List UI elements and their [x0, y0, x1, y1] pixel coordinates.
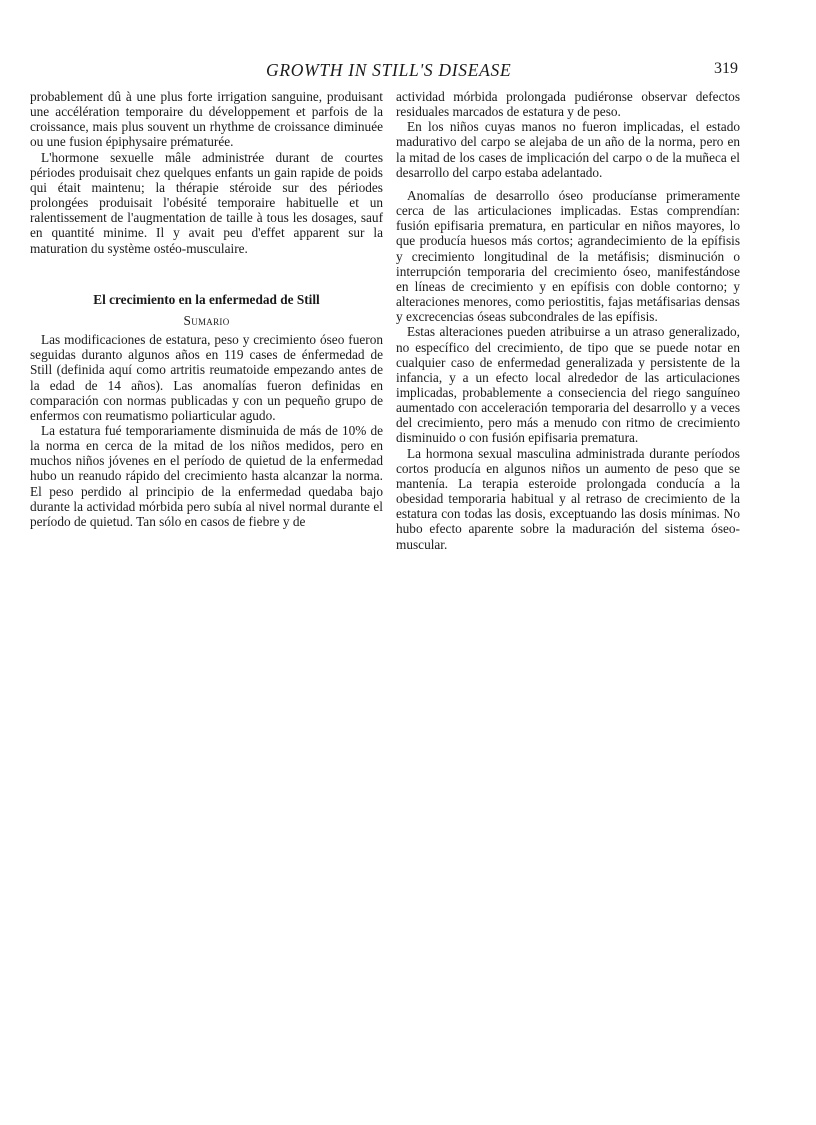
spanish-paragraph: En los niños cuyas manos no fueron implicadas, el estado madurativo del carpo se alejaba de un año de la norma, pero en la mitad de los cases de implicación del carpo o de la muñeca el desarrollo del carpo estaba adelantado. — [396, 119, 740, 180]
spanish-paragraph: La hormona sexual masculina administrada durante períodos cortos producía en algunos niños un aumento de peso que se mantenía. La terapia esteroide prolongada conducía a la obesidad temporaria habitual y al retraso de crecimiento de la estatura con todas las dosis, exceptuando las dosis mínimas. No hubo efecto aparente sobre la maduración del sistema óseo-muscular. — [396, 445, 740, 552]
running-header-title: GROWTH IN STILL'S DISEASE — [266, 60, 512, 80]
spanish-paragraph: Anomalías de desarrollo óseo producíanse primeramente cerca de las articulaciones implicadas. Estas comprendían: fusión epifisaria prematura, en particular en niños mayores, lo que producía huesos más cortos; agrandecimiento de la epífisis y crecimiento longitudinal de la metáfisis; disminución o interrupción temporaria del crecimiento óseo, manifestándose en líneas de crecimiento y en epífisis con doble contorno; y alteraciones menores, como periostitis, fajas metáfisarias densas y excrecencias óseas subcondrales de las epífisis. — [396, 187, 740, 325]
section-title: El crecimiento en la enfermedad de Still — [93, 291, 320, 307]
spanish-paragraph: Las modificaciones de estatura, peso y crecimiento óseo fueron seguidas duranto algunos años en 119 cases de énfermedad de Still (definida aquí como artritis reumatoide empezando antes de la edad de 14 años). Las anomalías fueron definidas en comparación con normas publicadas y con un pequeño grupo de enfermos con reumatismo poliarticular agudo. — [30, 332, 383, 423]
spanish-paragraph: Estas alteraciones pueden atribuirse a un atraso generalizado, no específico del crecimiento, de tipo que se puede notar en cualquier caso de enfermedad generalizada y persistente de la infancia, y a un efecto local alrededor de las articulaciones implicadas, probablemente a consecіencia del riego sanguíneo aumentado con acceleración temporaria del desarrollo y a veces del crecimiento, pero más a menudo con ritmo de crecimiento disminuido o con fusión epifisaria prematura. — [396, 324, 740, 446]
french-paragraph: L'hormone sexuelle mâle administrée durant de courtes périodes produisait chez quelques enfants un gain rapide de poids qui était maintenu; la thérapie stéroide sur des périodes prolongées produisait l'obésité temporaire habituelle et un ralentissement de l'augmentation de taille à tous les dosages, sauf en quantité minime. Il y avait peu d'effet apparent sur la maturation du système ostéo-musculaire. — [30, 149, 383, 256]
summary-heading: Sumario — [183, 312, 230, 328]
page-number: 319 — [714, 60, 738, 77]
right-column — [396, 89, 740, 552]
left-column — [30, 89, 383, 529]
spanish-paragraph: actividad mórbida prolongada pudiéronse observar defectos residuales marcados de estatura y de peso. — [396, 89, 740, 120]
french-paragraph: probablement dû à une plus forte irrigation sanguine, produisant une accélération temporaire du développement et parfois de la croissance, mais plus souvent un rhythme de croissance diminuée ou une fusion épiphysaire prématurée. — [30, 89, 383, 150]
spanish-paragraph: La estatura fué temporariamente disminuida de más de 10% de la norma en cerca de la mitad de los niños medidos, pero en muchos niños jóvenes en el período de quietud de la enfermedad hubo un reanudo rápido del crecimiento hasta alcanzar la norma. El peso perdido al principio de la enfermedad quedaba bajo durante la actividad mórbida pero subía al nivel normal durante el período de quietud. Tan sólo en casos de fiebre y de — [30, 422, 383, 529]
